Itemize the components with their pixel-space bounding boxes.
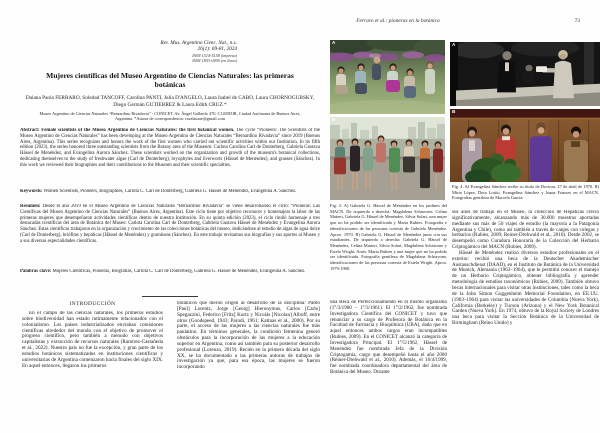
page73-col1-paragraph: una Beca de Perfeccionamiento en el mismo organismo (1°/3/1960 – 1°/3/1961). El 1°/2/1962, fue nombrada Investigadora Científica del CONICET y tuvo que renunciar a su cargo de Profesora de Botánica en la Facultad de Farmacia y Bioquímica (UBA), dado que en aquel entonces ambos cargos eran incompatibles (Rubies, 2009). En el CONICET alcanzó la categoría de Investigadora Principal. El 1°/5/1962, Hässel de Menéndez fue nombrada Jefa de la División Criptogamia, cargo que desempeñó hasta el año 2000 (Reiner-Drehwald et al., 2010). Además, el 16/4/1999, fue nombrada coordinadora departamental del área de Botánica del Museo. Durante bbox=[330, 300, 447, 376]
abstract-block bbox=[20, 128, 320, 187]
figure-4a-label: A bbox=[452, 42, 456, 47]
journal-masthead bbox=[20, 40, 237, 63]
figure-4a-photo bbox=[450, 42, 600, 106]
keywords-block bbox=[20, 189, 320, 202]
palabras-text: Mujeres Científicas, Pioneras, Biografías, Carlota C. Carl de Donterberg, Gabriela G. Hässel de Menéndez, Evangelina A. Sánchez. bbox=[52, 269, 306, 274]
page73-col2-paragraph-1: sus años de trabajo en el Museo, la colección de Hepáticas creció significativamente, alcanzando más de 30.000 muestras aportadas mediante sus más de 50 viajes de estudio (la mayoría a la Patagonia Argentina y Chile), como así también a través de canjes con colegas y herbarios (Rubies, 2009; Reiner-Drehwald et al., 2010). Desde 2002, se desempeñó como Curadora Honoraria de la Colección del Herbario Criptogámico del MACN (Rubies, 2009). bbox=[452, 210, 599, 251]
figure-4a-illustration bbox=[450, 42, 600, 106]
page73-column-1 bbox=[330, 300, 447, 394]
figure-4b-photo bbox=[450, 109, 600, 182]
intro-paragraph-1: En el campo de las ciencias naturales, los primeros estudios sobre biodiversidad han estado íntimamente relacionados con el colonialismo. Los países industrializados enviaban comisiones científicas alrededor del mundo con el objetivo de promover el progreso científico, pero también a menudo con objetivos capitalistas y extracción de recursos naturales (Ramírez-Castañeda et al., 2022). Nuestro país no fue la excepción, y gran parte de los estudios botánicos sistematizados en instituciones científicas y universitarias de Argentina comenzaron hacia finales del siglo XIX. En aquel entonces, llegaron los primeros bbox=[22, 311, 163, 369]
abstract-text: The cycle “Pioneers: The Scientists of the Museo Argentino de Ciencias Naturales” has been developing at the Museo Argentino de Ciencias Naturales “Bernardino Rivadavia” since 2019 (Buenos Aires, Argentina). This series recognizes and honors the work of the first women who carried out scientific activities within our Institution. In its fifth edition (2023), the series honored three outstanding scientists from the Botany area of the Museum: Carlota Carolina Carl de Donterberg, Gabriela Gustava Hässel de Menéndez, and Evangelina Aurora Sánchez. These scientists worked on the organization and growth of the museum's botanical collections, dedicating themselves to the study of freshwater algae (Carl de Donterberg), bryophytes and liverworts (Hässel de Menéndez), and grasses (Sánchez). In this work we reviewed their biographies and their contributions to the Museum and their scientific specialties. bbox=[20, 128, 320, 168]
resumen-label: Resumen: bbox=[20, 204, 41, 209]
figure-3b-label: B bbox=[332, 117, 336, 122]
issn-online: ISSN 1853-0400 (en línea) bbox=[192, 58, 237, 64]
resumen-text: Desde el año 2019 en el Museo Argentino de Ciencias Naturales “Bernardino Rivadavia” se viene desarrollando el ciclo: “Pioneras: Las Científicas del Museo Argentino de Ciencias Naturales” (Buenos Aires, Argentina). Este ciclo tiene por objetivo reconocer y homenajear la labor de las primeras mujeres que desempeñaron actividades científicas dentro de nuestra Institución. En su quinta edición (2023), el ciclo rindió homenaje a tres destacadas científicas del área de Botánica del Museo: Carlota Carolina Carl de Donterberg, Gabriela Gustava Hässel de Menéndez y Evangelina Aurora Sánchez. Estas científicas trabajaron en la organización y crecimiento de las colecciones botánicas del museo, dedicándose al estudio de algas de agua dulce (Carl de Donterberg), briófitas y hepáticas (Hässel de Menéndez) y gramíneas (Sánchez). En este trabajo revisamos sus biografías y sus aportes al Museo y a sus diversas especialidades científicas. bbox=[20, 204, 320, 244]
figure-4-caption: Fig. 4. A) Evangelina Sánchez recibe su título de Doctora, 27 de abril de 1970. B) Mirta López, Dora Lotito, Evangelina Sánchez y Juana Frances en el MACN. Fotografías gentileza de Marcela García. bbox=[452, 184, 599, 201]
article-authors: Daiana Paola FERRARO, Soledad TANCOFF, Carolina PANTI, Julia D'ANGELO, Laura Isabel de CABO, Laura CHORNOGUBSKY, Diego Germán GUTIERREZ & Laura Edith CRUZ * bbox=[25, 95, 315, 108]
figure-3b-illustration bbox=[330, 117, 445, 200]
article-title: Mujeres científicas del Museo Argentino de Ciencias Naturales: las primeras botánicas bbox=[46, 71, 294, 89]
figure-4b-illustration bbox=[450, 109, 600, 182]
figure-3a-photo bbox=[330, 40, 445, 114]
article-affiliation: Museo Argentino de Ciencias Naturales “Bernardino Rivadavia” - CONICET. Av. Ángel Gallardo 470, C1405DJR, Ciudad Autónoma de Buenos Aires, Argentina. *Autora de correspondencia: cruzlaurae@gmail.com bbox=[39, 111, 301, 122]
journal-name: Rev. Mus. Argentino Cienc. Nat., n.s. bbox=[160, 40, 237, 46]
keywords-label: Keywords: bbox=[20, 189, 43, 194]
keywords-text: Women Scientists, Pioneers, Biographies, Carlota C. Carl de Donterberg, Gabriela G. Hässel de Menéndez, Evangelina A. Sánchez. bbox=[43, 189, 297, 194]
figure-3a-label: A bbox=[332, 40, 336, 45]
abstract-label: Abstract: Female scientists of the Museo Argentino de Ciencias Naturales: the first botanical women. bbox=[20, 128, 235, 133]
introduction-heading: INTRODUCCIÓN bbox=[69, 301, 116, 307]
journal-issue: 26(1): 69-81, 2024 bbox=[197, 46, 237, 53]
figure-3-caption: Fig. 3. A) Gabriela G. Hässel de Menéndez en los jardines del MACN. De izquierda a derecha: Magdalena Schiavone, Celina Matteri, Gabriela G. Hässel de Menéndez, Silvia Solari, una mujer que no ha podido ser identificada y Marta Rubies. Fotografía e identificaciones de las personas cortesía de Gabriela Menéndez. Aprox. 1970. B) Gabriela G. Hässel de Menéndez junto con sus estudiantes. De izquierda a derecha: Gabriela G. Hässel de Menéndez, Celina Matteri, Silvia Solari, Magdalena Schiavone y Estela Wright. Atrás: Marta Rubies y una mujer que no ha podido ser identificada. Fotografía gentileza de Magdalena Schiavone, identificaciones de las personas cortesía de Estela Wright. Aprox. 1979-1980. bbox=[330, 203, 447, 271]
figure-4b-label: B bbox=[452, 109, 456, 114]
page73-column-2 bbox=[452, 210, 599, 394]
intro-column-2 bbox=[177, 301, 320, 396]
issn-print: ISSN 1514-5158 (impresa) bbox=[192, 52, 237, 58]
figure-3b-photo bbox=[330, 117, 445, 200]
running-head-text: Ferraro et al.: pioneras en la botánica bbox=[356, 18, 440, 24]
palabras-label: Palabras clave: bbox=[20, 269, 52, 274]
page-number: 73 bbox=[574, 18, 580, 24]
page73-col2-paragraph-2: Hässel de Menéndez realizó diversos estudios profesionales en el exterior: recibió una beca de la Deutscher Akademischer Austauschdienst (DAAD), en el Instituto de Botánica de la Universidad de Munich, Alemania (1963–1964), que le permitió conocer el manejo de un Herbario Criptogámico, obtener bibliografía y aprender metodología de estudios taxonómicos (Rubies, 2009). También obtuvo becas internacionales para visitar otras instituciones, tales como la beca de la John Simon Guggenheim Memorial Foundation, en EE.UU. (1963–1964) para visitar las universidades de Columbia (Nueva York), California (Berkeley) y Tucson (Arizona) y el New York Botanical Garden (Nueva York). En 1974, obtuvo de la Royal Society de Londres una beca para visitar la Sección Botánica de la Universidad de Birmingham (Reino Unido) y bbox=[452, 249, 599, 327]
intro-column-1 bbox=[22, 311, 163, 396]
intro-paragraph-2: botánicos que dieron origen al desarrollo de la disciplina: Pablo [Paul] Lorentz, Jorge [Georg] Hieronymus, Carlos [Carlo] Spegazzini, Federico [Fritz] Kurtz y Nicolás [Nicolau] Alboff, entre otros (Goodspeed, 1943; Parodi, 1961; Katinas et al., 2000). Por su parte, el acceso de las mujeres a las ciencias naturales fue más paulatino. En términos generales, la condición femenina generó obstáculos para la incorporación de las mujeres a la educación superior en Argentina, como así también para su posterior desarrollo profesional (Lorenzo, 2019). Recién en la primera década del siglo XX, se ha documentado a las primeras autoras de trabajos de investigación ya que, para esa época, las mujeres se fueron incorporando bbox=[177, 301, 320, 371]
palabras-clave-block bbox=[20, 269, 320, 282]
section-divider bbox=[142, 296, 198, 297]
resumen-block bbox=[20, 204, 320, 267]
figure-3a-illustration bbox=[330, 40, 445, 114]
